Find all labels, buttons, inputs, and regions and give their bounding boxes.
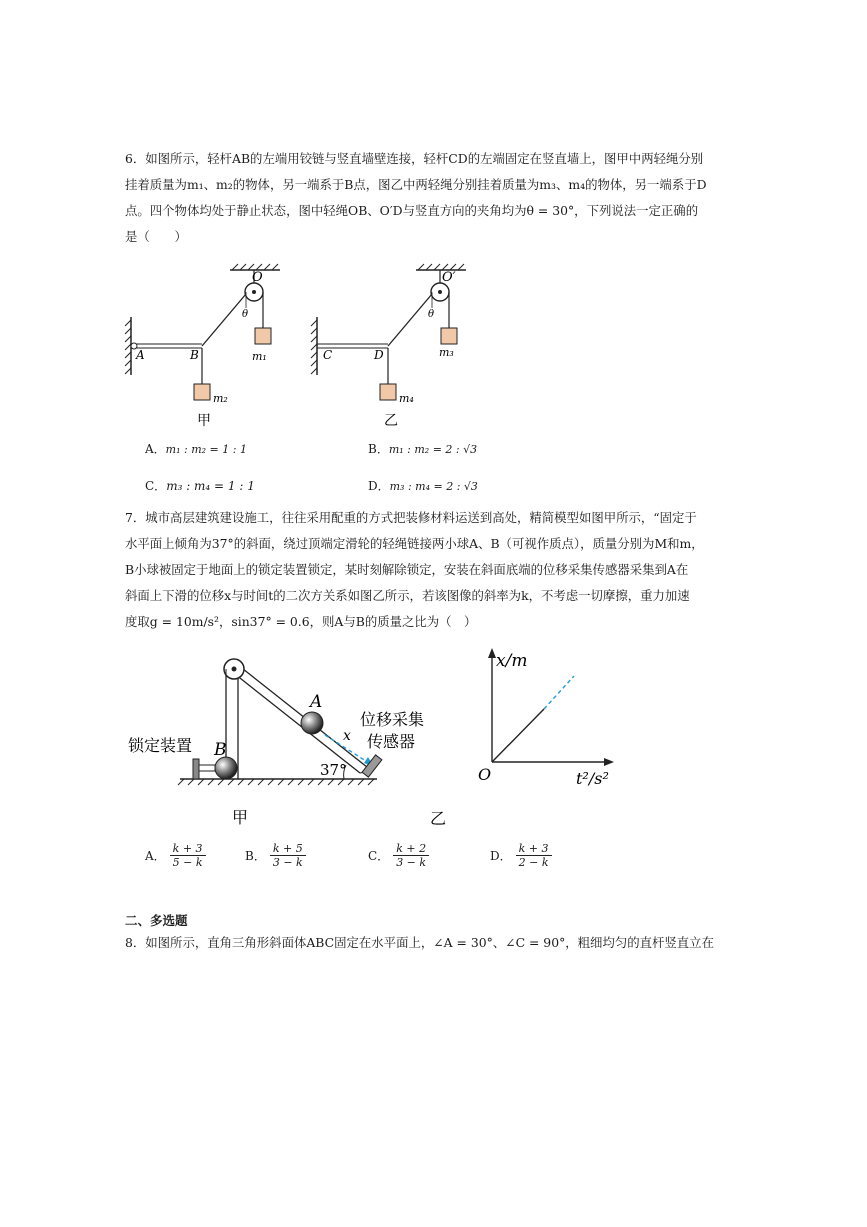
q7-line-4: 斜面上下滑的位移x与时间t的二次方关系如图乙所示，若该图像的斜率为k，不考虑一切摩擦，重力加速 — [125, 588, 690, 603]
option-text: m₃ : m₄ = 2 : √3 — [389, 480, 478, 493]
q6-figure-yi — [308, 262, 483, 432]
ball-A — [301, 712, 323, 734]
label-m4: m₄ — [399, 392, 414, 405]
y-axis-label: x/m — [496, 651, 528, 671]
label-B: B — [214, 740, 227, 760]
label-m3: m₃ — [439, 346, 454, 359]
option-label: D． — [490, 849, 512, 863]
q6-line-3: 点。四个物体均处于静止状态，图中轻绳OB、O′D与竖直方向的夹角均为θ = 30°，下列说法一定正确的 — [125, 203, 699, 218]
label-sensor-line1: 位移采集 — [360, 710, 425, 729]
q7-figure-jia — [122, 655, 442, 830]
q6-line-1: 6．如图所示，轻杆AB的左端用铰链与竖直墙壁连接，轻杆CD的左端固定在竖直墙上，图甲中两轻绳分别 — [125, 151, 704, 166]
q6-figure-jia — [122, 262, 297, 432]
label-D: D — [374, 348, 384, 362]
label-angle: 37° — [320, 761, 347, 779]
option-label: C． — [145, 479, 167, 493]
ball-B — [215, 757, 237, 779]
label-O-prime: O′ — [442, 270, 456, 285]
label-theta: θ — [428, 309, 435, 320]
q7-option-c[interactable] — [368, 842, 429, 869]
option-fraction — [516, 842, 552, 869]
fraction-denominator: 3 − k — [396, 856, 427, 869]
q7-line-2: 水平面上倾角为37°的斜面，绕过顶端定滑轮的轻绳链接两小球A、B（可视作质点），质量分别为M和m， — [125, 536, 704, 551]
label-B: B — [190, 348, 199, 362]
mass-m1-block — [255, 328, 271, 344]
q6-line-4: 是（ ） — [125, 229, 187, 244]
option-label: D． — [368, 479, 390, 493]
label-A: A — [310, 692, 323, 712]
q7-line-5: 度取g = 10m/s²，sin37° = 0.6，则A与B的质量之比为（ ） — [125, 614, 477, 629]
label-m1: m₁ — [252, 350, 267, 363]
q6-option-b[interactable] — [368, 440, 477, 457]
option-fraction — [270, 842, 306, 869]
q8-line-1: 8．如图所示，直角三角形斜面体ABC固定在水平面上，∠A = 30°、∠C = 90°，粗细均匀的直杆竖直立在 — [125, 935, 714, 950]
label-m2: m₂ — [213, 392, 228, 405]
section-2-heading: 二、多选题 — [125, 913, 188, 928]
fraction-denominator: 5 − k — [172, 856, 203, 869]
fraction-numerator: k + 5 — [270, 842, 306, 856]
x-axis-label: t²/s² — [576, 769, 609, 788]
fraction-numerator: k + 3 — [516, 842, 552, 856]
question-6-text — [125, 146, 715, 250]
q6-option-a[interactable] — [145, 440, 247, 457]
caption-yi: 乙 — [430, 809, 447, 828]
label-C: C — [323, 348, 333, 362]
mass-m3-block — [441, 328, 457, 344]
option-text: m₁ : m₂ = 2 : √3 — [388, 443, 478, 456]
option-fraction — [170, 842, 206, 869]
graph-line-dashed — [544, 676, 574, 709]
graph-line-solid — [492, 709, 544, 762]
label-A: A — [136, 348, 145, 362]
option-label: A． — [145, 849, 166, 863]
fraction-numerator: k + 3 — [170, 842, 206, 856]
fraction-denominator: 3 − k — [272, 856, 303, 869]
label-lock-device: 锁定装置 — [128, 736, 193, 755]
question-8-text — [125, 930, 715, 956]
q6-line-2: 挂着质量为m₁、m₂的物体，另一端系于B点，图乙中两轻绳分别挂着质量为m₃、m₄的物体，另一端系于D — [125, 177, 707, 192]
option-label: A． — [145, 442, 166, 456]
option-fraction — [393, 842, 429, 869]
option-label: B． — [245, 849, 266, 863]
label-sensor-line2: 传感器 — [367, 732, 416, 751]
q6-option-c[interactable] — [145, 477, 255, 494]
fraction-denominator: 2 − k — [518, 856, 549, 869]
mass-m2-block — [194, 384, 210, 400]
option-label: C． — [368, 849, 390, 863]
question-7-text — [125, 505, 715, 635]
q7-line-1: 7．城市高层建筑建设施工，往往采用配重的方式把装修材料运送到高处，精简模型如图甲所示，“固定于 — [125, 510, 697, 525]
q7-option-a[interactable] — [145, 842, 206, 869]
label-O: O — [252, 270, 263, 285]
q7-line-3: B小球被固定于地面上的锁定装置锁定，某时刻解除锁定，安装在斜面底端的位移采集传感器采集到A在 — [125, 562, 689, 577]
option-label: B． — [368, 442, 389, 456]
lock-device — [193, 759, 199, 779]
q6-option-d[interactable] — [368, 477, 478, 494]
option-text: m₃ : m₄ = 1 : 1 — [166, 479, 255, 493]
q7-option-b[interactable] — [245, 842, 306, 869]
origin-label: O — [478, 765, 492, 784]
caption-jia: 甲 — [197, 413, 211, 429]
caption-yi: 乙 — [384, 413, 398, 429]
option-text: m₁ : m₂ = 1 : 1 — [165, 443, 247, 456]
q7-option-d[interactable] — [490, 842, 552, 869]
q7-figure-yi — [430, 646, 618, 830]
label-x: x — [343, 728, 351, 744]
caption-jia: 甲 — [232, 808, 249, 827]
label-theta: θ — [242, 309, 249, 320]
fraction-numerator: k + 2 — [393, 842, 429, 856]
mass-m4-block — [380, 384, 396, 400]
